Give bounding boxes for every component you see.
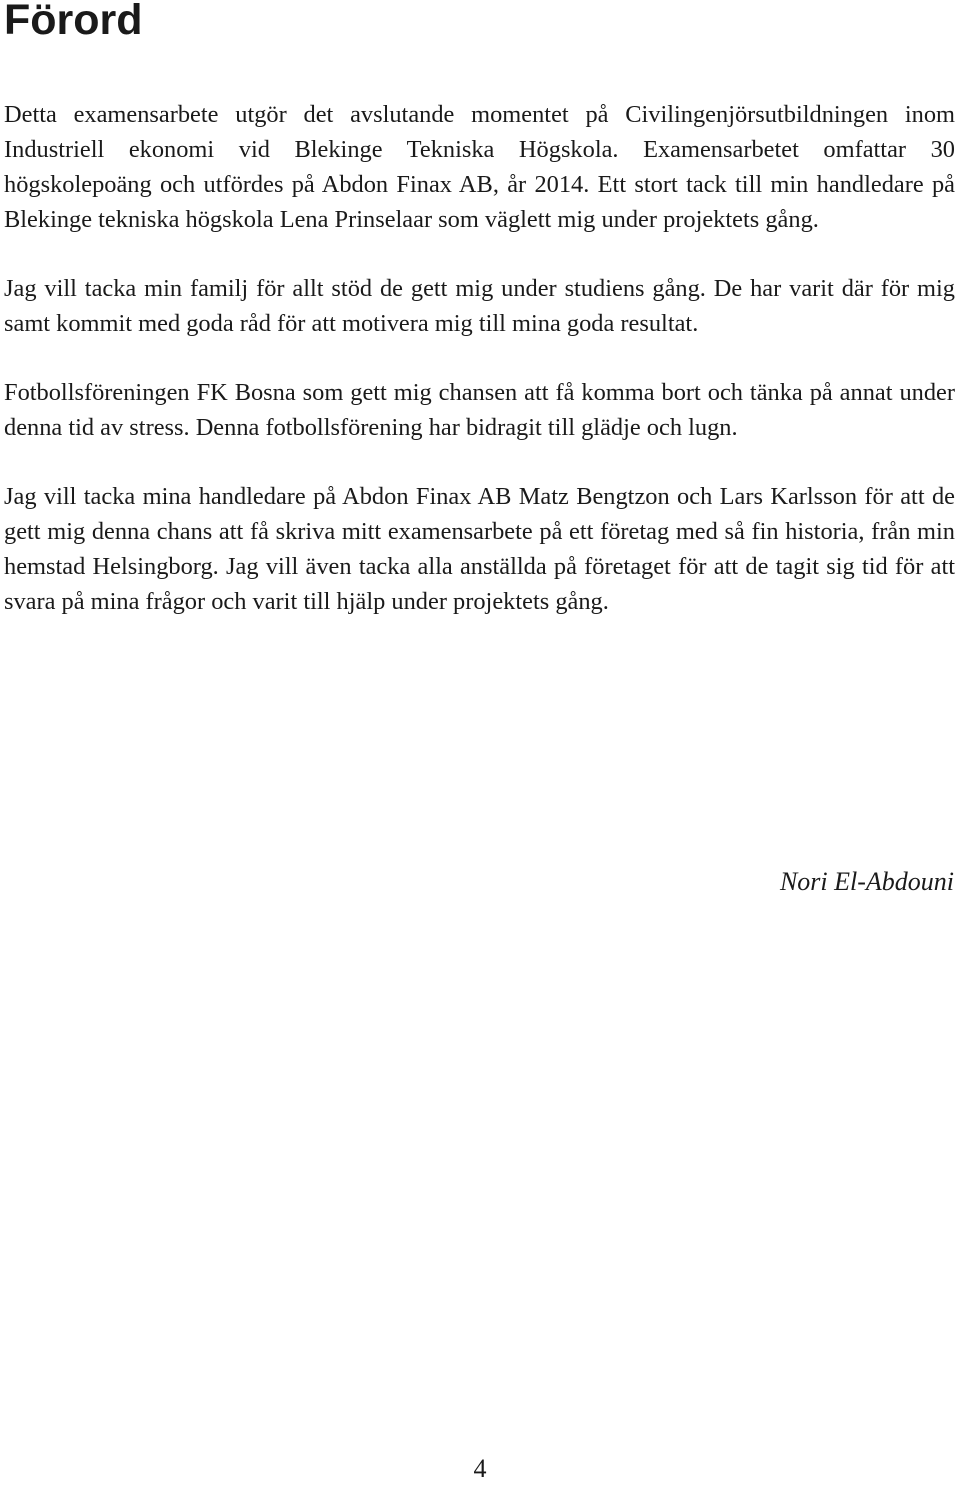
- preface-body: [4, 97, 955, 653]
- paragraph-family: Jag vill tacka min familj för allt stöd de gett mig under studiens gång. De har varit där för mig samt kommit med goda råd för att motivera mig till mina goda resultat.: [4, 275, 955, 337]
- author-signature: Nori El-Abdouni: [779, 867, 954, 896]
- page-number: 4: [473, 1454, 487, 1483]
- paragraph-intro: Detta examensarbete utgör det avslutande momentet på Civilingenjörsutbildningen inom Industriell ekonomi vid Blekinge Tekniska Högskola. Examensarbetet omfattar 30 högskolepoäng och utfördes på Abdon Finax AB, år 2014. Ett stort tack till min handledare på Blekinge tekniska högskola Lena Prinselaar som väglett mig under projektets gång.: [4, 101, 955, 233]
- page-title: Förord: [4, 0, 143, 44]
- paragraph-football-club: Fotbollsföreningen FK Bosna som gett mig chansen att få komma bort och tänka på annat under denna tid av stress. Denna fotbollsförening har bidragit till glädje och lugn.: [4, 379, 955, 441]
- paragraph-supervisors: Jag vill tacka mina handledare på Abdon Finax AB Matz Bengtzon och Lars Karlsson för att de gett mig denna chans att få skriva mitt examensarbete på ett företag med så fin historia, från min hemstad Helsingborg. Jag vill även tacka alla anställda på företaget för att de tagit sig tid för att svara på mina frågor och varit till hjälp under projektets gång.: [4, 483, 955, 615]
